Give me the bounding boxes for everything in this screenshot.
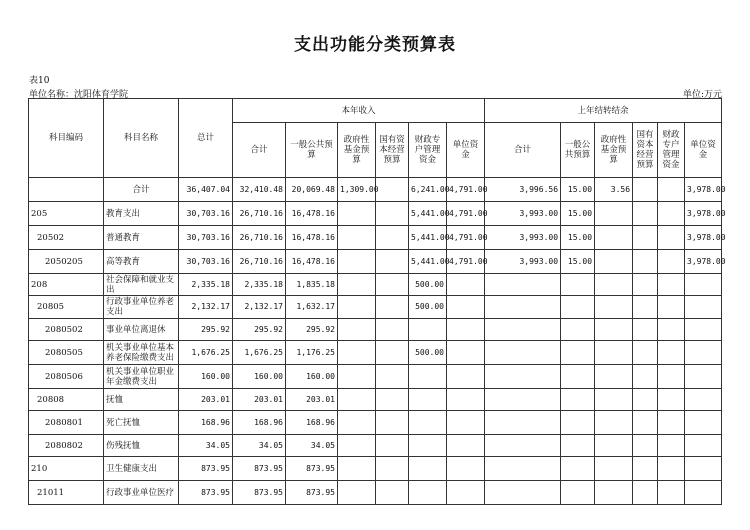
- cell-current: 873.95: [286, 457, 338, 481]
- cell-current: 34.05: [286, 435, 338, 457]
- table-row: [29, 411, 722, 435]
- cell-name: 机关事业单位基本养老保险缴费支出: [104, 341, 179, 365]
- cell-code: 20808: [29, 389, 104, 411]
- table-row: [29, 365, 722, 389]
- cell-carry: [485, 389, 561, 411]
- cell-current: [376, 481, 409, 505]
- cell-code: 2080505: [29, 341, 104, 365]
- header-current-col: 国有资本经营预算: [376, 123, 409, 178]
- cell-carry: [561, 319, 595, 341]
- cell-carry: [685, 411, 722, 435]
- cell-carry: [595, 296, 633, 319]
- cell-code: 2080802: [29, 435, 104, 457]
- cell-current: [447, 389, 485, 411]
- header-current-col: 单位资金: [447, 123, 485, 178]
- cell-carry: [658, 250, 685, 274]
- cell-carry: [658, 274, 685, 296]
- cell-carry: [595, 435, 633, 457]
- cell-total: 1,676.25: [179, 341, 233, 365]
- cell-carry: [595, 202, 633, 226]
- cell-carry: 3,978.00: [685, 250, 722, 274]
- cell-carry: [633, 274, 658, 296]
- cell-name: 教育支出: [104, 202, 179, 226]
- cell-current: [338, 411, 376, 435]
- cell-name: 合计: [104, 178, 179, 202]
- cell-code: 2080801: [29, 411, 104, 435]
- cell-current: 160.00: [286, 365, 338, 389]
- cell-current: [338, 296, 376, 319]
- header-carry-col: 一般公共预算: [561, 123, 595, 178]
- cell-current: [376, 341, 409, 365]
- header-carryover: 上年结转结余: [485, 99, 722, 123]
- header-carry-col: 合计: [485, 123, 561, 178]
- cell-current: [409, 481, 447, 505]
- cell-current: 5,441.00: [409, 250, 447, 274]
- header-carry-col: 政府性基金预算: [595, 123, 633, 178]
- table-row: [29, 296, 722, 319]
- cell-carry: [485, 341, 561, 365]
- cell-current: [338, 341, 376, 365]
- cell-total: 160.00: [179, 365, 233, 389]
- cell-carry: [485, 457, 561, 481]
- cell-carry: [685, 319, 722, 341]
- cell-carry: 3,993.00: [485, 202, 561, 226]
- cell-current: 168.96: [286, 411, 338, 435]
- cell-current: 873.95: [233, 457, 286, 481]
- cell-current: [338, 274, 376, 296]
- cell-carry: 3,978.00: [685, 202, 722, 226]
- cell-carry: [485, 365, 561, 389]
- cell-carry: 15.00: [561, 178, 595, 202]
- cell-carry: [561, 411, 595, 435]
- cell-carry: [485, 435, 561, 457]
- cell-current: 500.00: [409, 296, 447, 319]
- cell-carry: [685, 365, 722, 389]
- unit-name: 单位名称：沈阳体育学院: [29, 90, 129, 100]
- cell-code: 2080506: [29, 365, 104, 389]
- cell-carry: [658, 319, 685, 341]
- cell-current: [338, 457, 376, 481]
- cell-code: 210: [29, 457, 104, 481]
- cell-current: 1,632.17: [286, 296, 338, 319]
- cell-code: 205: [29, 202, 104, 226]
- cell-carry: [658, 226, 685, 250]
- cell-current: [447, 457, 485, 481]
- cell-current: 500.00: [409, 341, 447, 365]
- header-current-col: 政府性基金预算: [338, 123, 376, 178]
- cell-current: [376, 296, 409, 319]
- cell-current: 34.05: [233, 435, 286, 457]
- cell-name: 高等教育: [104, 250, 179, 274]
- cell-carry: [658, 411, 685, 435]
- cell-carry: [658, 202, 685, 226]
- cell-current: [338, 389, 376, 411]
- cell-current: [376, 226, 409, 250]
- cell-current: [447, 481, 485, 505]
- cell-current: 26,710.16: [233, 202, 286, 226]
- cell-name: 死亡抚恤: [104, 411, 179, 435]
- cell-carry: [658, 296, 685, 319]
- cell-carry: [595, 365, 633, 389]
- header-current-col: 合计: [233, 123, 286, 178]
- cell-carry: [658, 365, 685, 389]
- cell-total: 203.01: [179, 389, 233, 411]
- cell-current: [447, 365, 485, 389]
- cell-carry: [633, 226, 658, 250]
- cell-current: 1,176.25: [286, 341, 338, 365]
- cell-carry: 15.00: [561, 250, 595, 274]
- cell-carry: [595, 226, 633, 250]
- cell-current: 873.95: [233, 481, 286, 505]
- cell-current: 2,335.18: [233, 274, 286, 296]
- cell-carry: [633, 178, 658, 202]
- cell-current: [447, 435, 485, 457]
- cell-code: 208: [29, 274, 104, 296]
- cell-current: 1,835.18: [286, 274, 338, 296]
- table-row: [29, 226, 722, 250]
- table-row: [29, 178, 722, 202]
- cell-current: [376, 389, 409, 411]
- cell-current: [338, 435, 376, 457]
- cell-carry: [595, 457, 633, 481]
- cell-carry: [658, 435, 685, 457]
- cell-current: 500.00: [409, 274, 447, 296]
- cell-current: 4,791.00: [447, 202, 485, 226]
- cell-current: 4,791.00: [447, 226, 485, 250]
- cell-name: 伤残抚恤: [104, 435, 179, 457]
- cell-carry: [633, 481, 658, 505]
- cell-carry: [658, 341, 685, 365]
- cell-current: [338, 250, 376, 274]
- cell-carry: [633, 319, 658, 341]
- table-row: [29, 481, 722, 505]
- cell-carry: 15.00: [561, 202, 595, 226]
- cell-current: [376, 178, 409, 202]
- cell-current: [338, 319, 376, 341]
- cell-current: [447, 319, 485, 341]
- cell-carry: [595, 341, 633, 365]
- header-code: 科目编码: [29, 99, 104, 178]
- cell-carry: [685, 296, 722, 319]
- cell-current: [409, 457, 447, 481]
- cell-carry: [633, 457, 658, 481]
- cell-carry: [595, 319, 633, 341]
- table-row: [29, 435, 722, 457]
- cell-current: [338, 226, 376, 250]
- cell-current: [376, 457, 409, 481]
- cell-current: [409, 389, 447, 411]
- cell-carry: [561, 365, 595, 389]
- cell-carry: 3,978.00: [685, 226, 722, 250]
- cell-carry: [561, 435, 595, 457]
- cell-carry: [633, 435, 658, 457]
- cell-code: 2050205: [29, 250, 104, 274]
- cell-name: 行政事业单位养老支出: [104, 296, 179, 319]
- cell-code: 20805: [29, 296, 104, 319]
- header-carry-col: 单位资金: [685, 123, 722, 178]
- cell-code: [29, 178, 104, 202]
- cell-carry: [595, 481, 633, 505]
- cell-current: 168.96: [233, 411, 286, 435]
- cell-total: 873.95: [179, 481, 233, 505]
- cell-current: 160.00: [233, 365, 286, 389]
- cell-current: 26,710.16: [233, 250, 286, 274]
- cell-current: [409, 365, 447, 389]
- cell-name: 机关事业单位职业年金缴费支出: [104, 365, 179, 389]
- cell-carry: [658, 389, 685, 411]
- cell-carry: [561, 481, 595, 505]
- header-current-col: 财政专户管理资金: [409, 123, 447, 178]
- page-title: 支出功能分类预算表: [294, 35, 456, 55]
- cell-name: 卫生健康支出: [104, 457, 179, 481]
- cell-current: [338, 202, 376, 226]
- cell-carry: [485, 481, 561, 505]
- cell-carry: [595, 389, 633, 411]
- cell-code: 2080502: [29, 319, 104, 341]
- table-row: [29, 457, 722, 481]
- cell-name: 社会保障和就业支出: [104, 274, 179, 296]
- cell-total: 2,335.18: [179, 274, 233, 296]
- cell-total: 873.95: [179, 457, 233, 481]
- cell-current: [338, 481, 376, 505]
- cell-carry: [633, 341, 658, 365]
- header-current-income: 本年收入: [233, 99, 485, 123]
- table-row: [29, 389, 722, 411]
- cell-carry: [561, 457, 595, 481]
- cell-name: 抚恤: [104, 389, 179, 411]
- cell-carry: [595, 411, 633, 435]
- cell-name: 事业单位离退休: [104, 319, 179, 341]
- cell-current: 16,478.16: [286, 226, 338, 250]
- cell-total: 30,703.16: [179, 202, 233, 226]
- cell-carry: [485, 411, 561, 435]
- table-row: [29, 319, 722, 341]
- budget-table: [28, 98, 726, 505]
- cell-total: 34.05: [179, 435, 233, 457]
- cell-current: [338, 365, 376, 389]
- cell-carry: [485, 274, 561, 296]
- cell-code: 20502: [29, 226, 104, 250]
- cell-current: 1,309.00: [338, 178, 376, 202]
- cell-current: 5,441.00: [409, 202, 447, 226]
- cell-current: [447, 274, 485, 296]
- cell-current: [409, 435, 447, 457]
- cell-carry: [595, 274, 633, 296]
- cell-carry: [658, 457, 685, 481]
- cell-current: 873.95: [286, 481, 338, 505]
- cell-current: 1,676.25: [233, 341, 286, 365]
- cell-carry: 3.56: [595, 178, 633, 202]
- cell-current: 203.01: [286, 389, 338, 411]
- cell-carry: [685, 274, 722, 296]
- cell-current: [447, 296, 485, 319]
- cell-current: 26,710.16: [233, 226, 286, 250]
- cell-carry: [561, 389, 595, 411]
- cell-carry: 3,993.00: [485, 250, 561, 274]
- table-row: [29, 250, 722, 274]
- cell-current: [409, 411, 447, 435]
- cell-carry: [685, 457, 722, 481]
- cell-name: 普通教育: [104, 226, 179, 250]
- cell-carry: [485, 296, 561, 319]
- cell-current: 295.92: [233, 319, 286, 341]
- cell-current: 32,410.48: [233, 178, 286, 202]
- cell-current: [376, 365, 409, 389]
- cell-name: 行政事业单位医疗: [104, 481, 179, 505]
- cell-carry: [685, 389, 722, 411]
- cell-carry: 3,993.00: [485, 226, 561, 250]
- cell-current: [376, 274, 409, 296]
- cell-total: 295.92: [179, 319, 233, 341]
- cell-current: [376, 411, 409, 435]
- cell-carry: [561, 274, 595, 296]
- cell-current: 6,241.00: [409, 178, 447, 202]
- header-carry-col: 国有资本经营预算: [633, 123, 658, 178]
- header-total: 总计: [179, 99, 233, 178]
- cell-carry: [658, 481, 685, 505]
- currency-unit: 单位:万元: [682, 90, 722, 100]
- cell-current: 16,478.16: [286, 250, 338, 274]
- cell-total: 30,703.16: [179, 250, 233, 274]
- cell-current: 16,478.16: [286, 202, 338, 226]
- cell-carry: [633, 411, 658, 435]
- cell-current: [376, 319, 409, 341]
- cell-carry: [633, 202, 658, 226]
- header-name: 科目名称: [104, 99, 179, 178]
- cell-carry: 15.00: [561, 226, 595, 250]
- cell-carry: [685, 481, 722, 505]
- cell-carry: [633, 250, 658, 274]
- cell-carry: [685, 341, 722, 365]
- cell-carry: [633, 296, 658, 319]
- cell-code: 21011: [29, 481, 104, 505]
- cell-current: [376, 250, 409, 274]
- cell-current: 5,441.00: [409, 226, 447, 250]
- cell-current: 20,069.48: [286, 178, 338, 202]
- table-row: [29, 341, 722, 365]
- table-row: [29, 274, 722, 296]
- cell-carry: [633, 389, 658, 411]
- cell-current: 203.01: [233, 389, 286, 411]
- cell-current: [376, 435, 409, 457]
- cell-current: [447, 341, 485, 365]
- cell-carry: [685, 435, 722, 457]
- cell-carry: [658, 178, 685, 202]
- cell-carry: [561, 341, 595, 365]
- cell-current: 4,791.00: [447, 178, 485, 202]
- cell-total: 168.96: [179, 411, 233, 435]
- cell-current: [376, 202, 409, 226]
- cell-carry: [633, 365, 658, 389]
- cell-total: 2,132.17: [179, 296, 233, 319]
- cell-current: 2,132.17: [233, 296, 286, 319]
- cell-current: 295.92: [286, 319, 338, 341]
- cell-carry: 3,978.00: [685, 178, 722, 202]
- cell-current: [409, 319, 447, 341]
- cell-carry: [485, 319, 561, 341]
- header-carry-col: 财政专户管理资金: [658, 123, 685, 178]
- table-number: 表10: [29, 76, 50, 86]
- header-current-col: 一般公共预算: [286, 123, 338, 178]
- cell-current: [447, 411, 485, 435]
- cell-current: 4,791.00: [447, 250, 485, 274]
- cell-total: 30,703.16: [179, 226, 233, 250]
- cell-carry: [561, 296, 595, 319]
- cell-carry: [595, 250, 633, 274]
- table-row: [29, 202, 722, 226]
- cell-total: 36,407.04: [179, 178, 233, 202]
- cell-carry: 3,996.56: [485, 178, 561, 202]
